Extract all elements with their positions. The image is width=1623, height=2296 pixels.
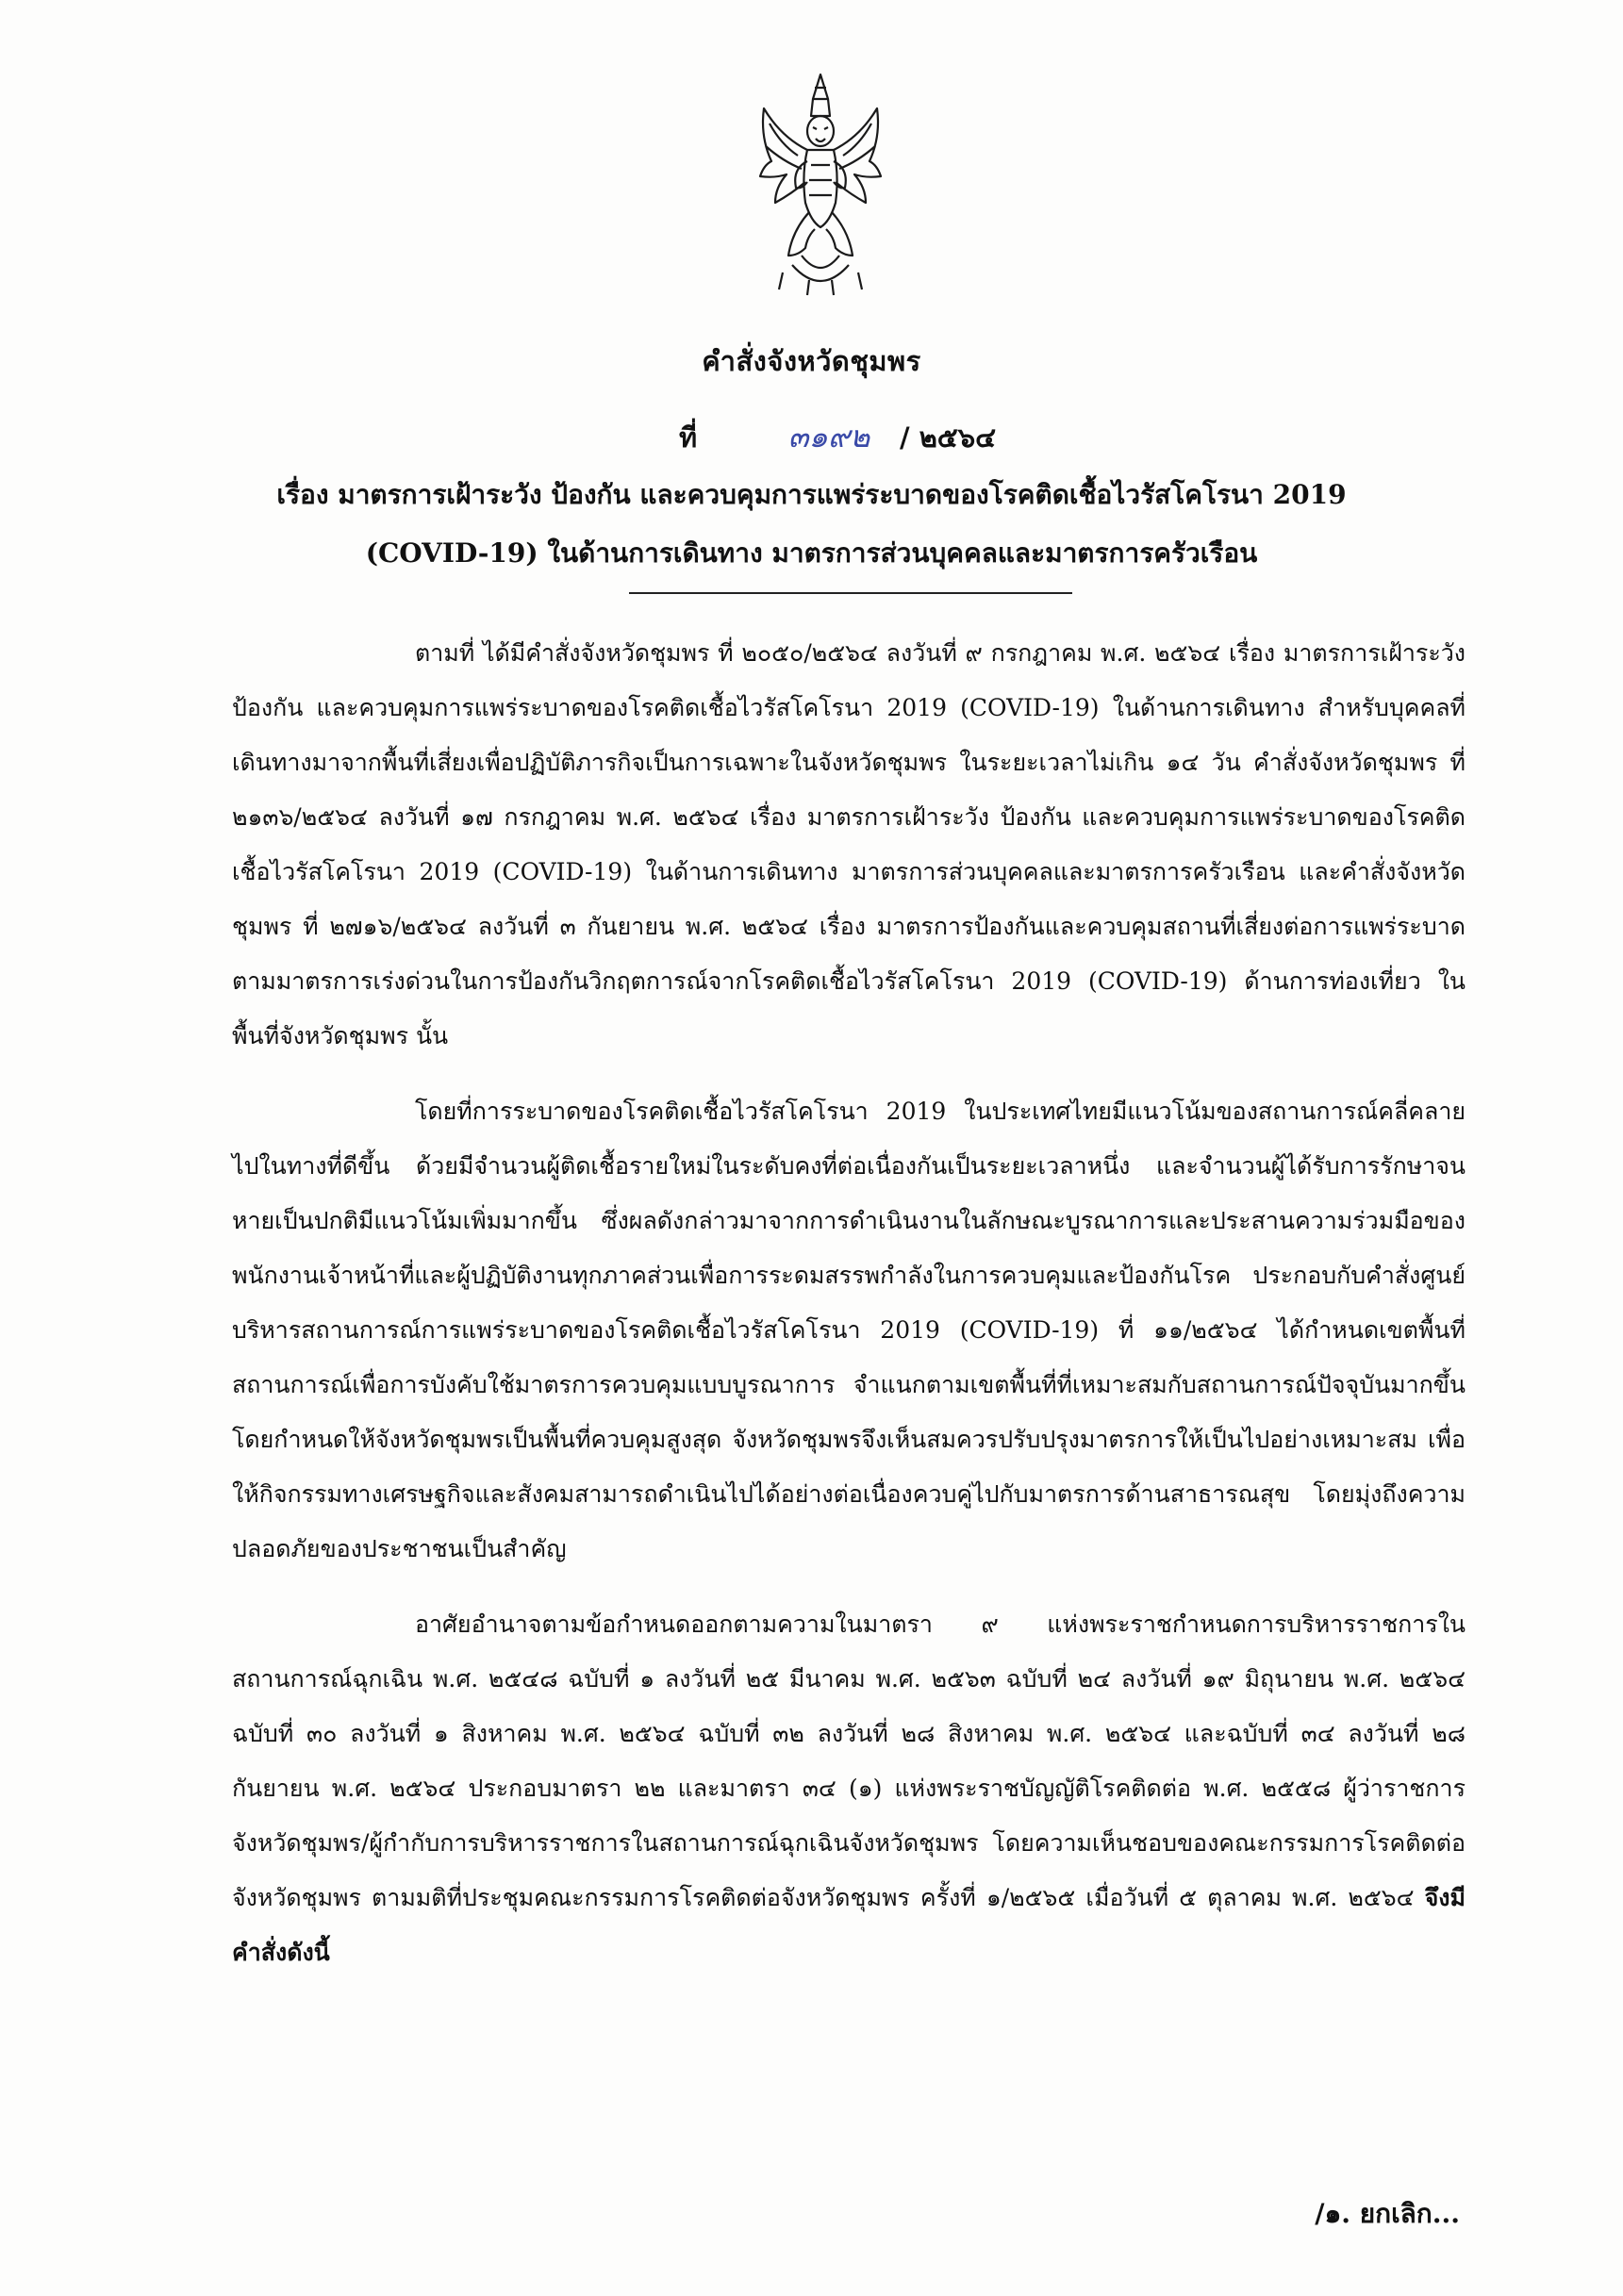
order-title: คำสั่งจังหวัดชุมพร [702,345,921,377]
paragraph-1: ตามที่ ได้มีคำสั่งจังหวัดชุมพร ที่ ๒๐๕๐/๒๕๖๔ ลงวันที่ ๙ กรกฎาคม พ.ศ. ๒๕๖๔ เรื่อง มาตรการเฝ้าระวัง ป้องกัน และควบคุมการแพร่ระบาดของโรคติดเชื้อไวรัสโคโรนา 2019 (COVID-19) ในด้านการเดินทาง สำหรับบุคคลที่เดินทางมาจากพื้นที่เสี่ยงเพื่อปฏิบัติภารกิจเป็นการเฉพาะในจังหวัดชุมพร ในระยะเวลาไม่เกิน ๑๔ วัน คำสั่งจังหวัดชุมพร ที่ ๒๑๓๖/๒๕๖๔ ลงวันที่ ๑๗ กรกฎาคม พ.ศ. ๒๕๖๔ เรื่อง มาตรการเฝ้าระวัง ป้องกัน และควบคุมการแพร่ระบาดของโรคติดเชื้อไวรัสโคโรนา 2019 (COVID-19) ในด้านการเดินทาง มาตรการส่วนบุคคลและมาตรการครัวเรือน และคำสั่งจังหวัดชุมพร ที่ ๒๗๑๖/๒๕๖๔ ลงวันที่ ๓ กันยายน พ.ศ. ๒๕๖๔ เรื่อง มาตรการป้องกันและควบคุมสถานที่เสี่ยงต่อการแพร่ระบาดตามมาตรการเร่งด่วนในการป้องกันวิกฤตการณ์จากโรคติดเชื้อไวรัสโคโรนา 2019 (COVID-19) ด้านการท่องเที่ยว ในพื้นที่จังหวัดชุมพร นั้น [232,639,1466,1049]
order-number-year: / ๒๕๖๔ [900,421,997,454]
order-number [679,413,996,461]
paragraph-2: โดยที่การระบาดของโรคติดเชื้อไวรัสโคโรนา 2019 ในประเทศไทยมีแนวโน้มของสถานการณ์คลี่คลายไปในทางที่ดีขึ้น ด้วยมีจำนวนผู้ติดเชื้อรายใหม่ในระดับคงที่ต่อเนื่องกันเป็นระยะเวลาหนึ่ง และจำนวนผู้ได้รับการรักษาจนหายเป็นปกติมีแนวโน้มเพิ่มมากขึ้น ซึ่งผลดังกล่าวมาจากการดำเนินงานในลักษณะบูรณาการและประสานความร่วมมือของพนักงานเจ้าหน้าที่และผู้ปฏิบัติงานทุกภาคส่วนเพื่อการระดมสรรพกำลังในการควบคุมและป้องกันโรค ประกอบกับคำสั่งศูนย์บริหารสถานการณ์การแพร่ระบาดของโรคติดเชื้อไวรัสโคโรนา 2019 (COVID-19) ที่ ๑๑/๒๕๖๔ ได้กำหนดเขตพื้นที่สถานการณ์เพื่อการบังคับใช้มาตรการควบคุมแบบบูรณาการ จำแนกตามเขตพื้นที่ที่เหมาะสมกับสถานการณ์ปัจจุบันมากขึ้น โดยกำหนดให้จังหวัดชุมพรเป็นพื้นที่ควบคุมสูงสุด จังหวัดชุมพรจึงเห็นสมควรปรับปรุงมาตรการให้เป็นไปอย่างเหมาะสม เพื่อให้กิจกรรมทางเศรษฐกิจและสังคมสามารถดำเนินไปได้อย่างต่อเนื่องควบคู่ไปกับมาตรการด้านสาธารณสุข โดยมุ่งถึงความปลอดภัยของประชาชนเป็นสำคัญ [232,1098,1466,1562]
paragraph-3-directive: จึงมีคำสั่งดังนี้ [232,1884,1466,1966]
order-number-label: ที่ [679,421,698,454]
paragraph-3-text: อาศัยอำนาจตามข้อกำหนดออกตามความในมาตรา ๙ แห่งพระราชกำหนดการบริหารราชการในสถานการณ์ฉุกเฉิน พ.ศ. ๒๕๔๘ ฉบับที่ ๑ ลงวันที่ ๒๕ มีนาคม พ.ศ. ๒๕๖๓ ฉบับที่ ๒๔ ลงวันที่ ๑๙ มิถุนายน พ.ศ. ๒๕๖๔ ฉบับที่ ๓๐ ลงวันที่ ๑ สิงหาคม พ.ศ. ๒๕๖๔ ฉบับที่ ๓๒ ลงวันที่ ๒๘ สิงหาคม พ.ศ. ๒๕๖๔ และฉบับที่ ๓๔ ลงวันที่ ๒๘ กันยายน พ.ศ. ๒๕๖๔ ประกอบมาตรา ๒๒ และมาตรา ๓๔ (๑) แห่งพระราชบัญญัติโรคติดต่อ พ.ศ. ๒๕๕๘ ผู้ว่าราชการจังหวัดชุมพร/ผู้กำกับการบริหารราชการในสถานการณ์ฉุกเฉินจังหวัดชุมพร โดยความเห็นชอบของคณะกรรมการโรคติดต่อจังหวัดชุมพร ตามมติที่ประชุมคณะกรรมการโรคติดต่อจังหวัดชุมพร ครั้งที่ ๑/๒๕๖๕ เมื่อวันที่ ๕ ตุลาคม พ.ศ. ๒๕๖๔ [232,1611,1466,1911]
continuation-marker: /๑. ยกเลิก... [1315,2198,1460,2229]
subject-line-2: (COVID-19) ในด้านการเดินทาง มาตรการส่วนบุคคลและมาตรการครัวเรือน [365,537,1258,569]
order-subject [226,466,1397,583]
subject-line-1: เรื่อง มาตรการเฝ้าระวัง ป้องกัน และควบคุมการแพร่ระบาดของโรคติดเชื้อไวรัสโคโรนา 2019 [276,479,1347,510]
order-body [232,626,1466,2001]
garuda-emblem-icon [754,71,886,297]
order-number-handwritten: ๓๑๙๒ [787,419,870,454]
paragraph-3 [232,1597,1466,1980]
title-divider [629,592,1072,594]
